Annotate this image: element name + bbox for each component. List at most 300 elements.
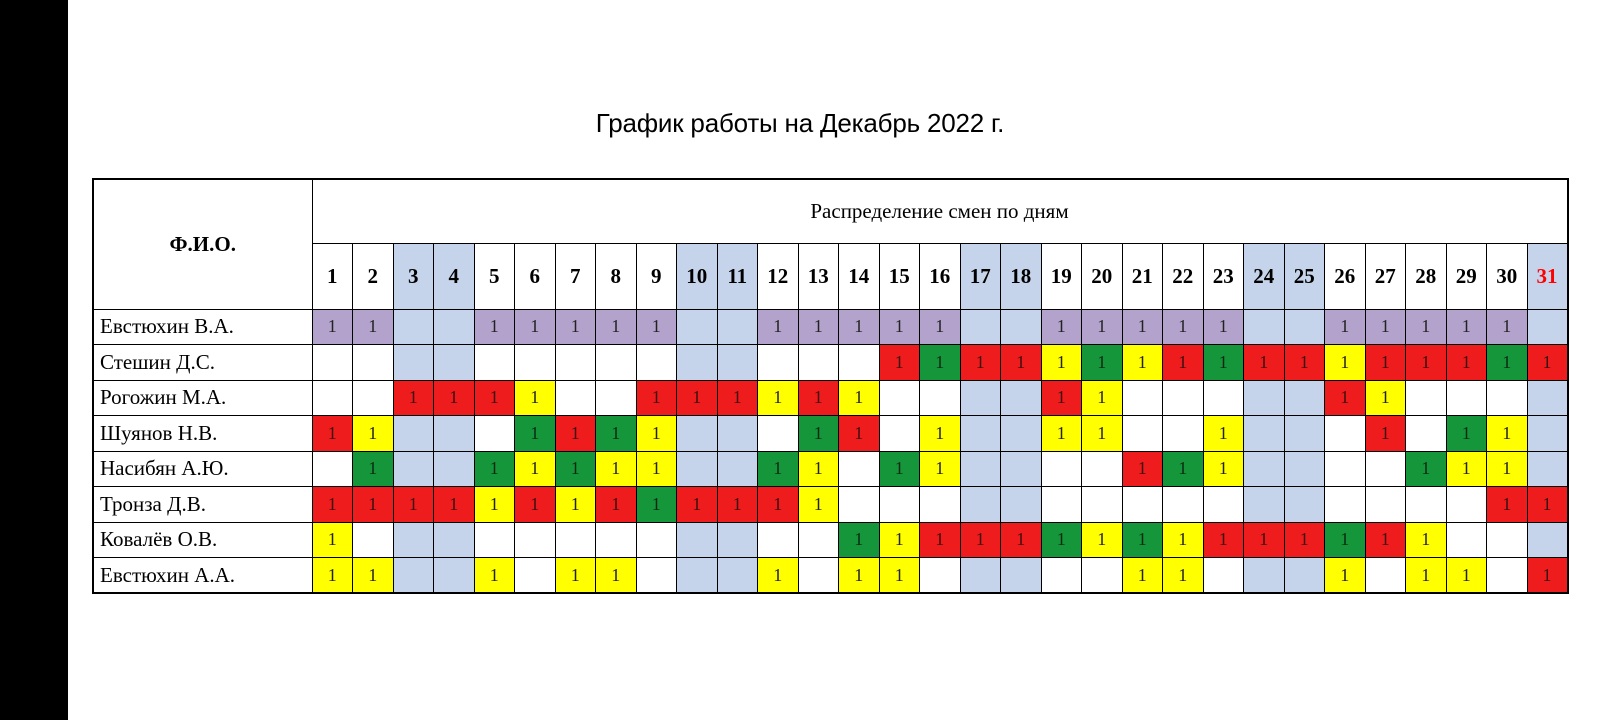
day-header: 1	[312, 243, 353, 309]
shift-cell	[1527, 522, 1568, 558]
shift-cell: 1	[353, 558, 394, 594]
shift-cell: 1	[312, 487, 353, 523]
day-header: 3	[393, 243, 434, 309]
shift-cell: 1	[393, 487, 434, 523]
shift-cell: 1	[515, 380, 556, 416]
shift-cell	[960, 487, 1001, 523]
shift-cell: 1	[839, 380, 880, 416]
shift-cell: 1	[920, 345, 961, 381]
shift-cell	[1244, 416, 1285, 452]
shift-cell	[758, 345, 799, 381]
table-row	[93, 345, 1568, 381]
shift-cell	[1365, 558, 1406, 594]
shift-cell: 1	[1365, 522, 1406, 558]
day-header: 29	[1446, 243, 1487, 309]
day-header: 6	[515, 243, 556, 309]
shift-cell: 1	[1487, 416, 1528, 452]
shift-cell	[839, 451, 880, 487]
shift-cell: 1	[758, 558, 799, 594]
shift-cell	[555, 522, 596, 558]
shift-cell: 1	[758, 309, 799, 345]
shift-cell: 1	[758, 380, 799, 416]
shift-cell: 1	[1122, 309, 1163, 345]
shift-cell	[1527, 309, 1568, 345]
shift-cell: 1	[636, 451, 677, 487]
shift-cell	[312, 345, 353, 381]
shift-cell	[1284, 416, 1325, 452]
shift-cell	[515, 522, 556, 558]
shift-cell	[474, 522, 515, 558]
shift-cell	[1406, 487, 1447, 523]
days-header-row	[93, 243, 1568, 309]
shift-cell	[717, 522, 758, 558]
shift-cell: 1	[839, 309, 880, 345]
shift-cell	[798, 558, 839, 594]
shift-cell: 1	[1446, 558, 1487, 594]
shift-cell: 1	[1203, 416, 1244, 452]
shift-cell: 1	[1406, 451, 1447, 487]
shift-cell	[677, 451, 718, 487]
day-header: 10	[677, 243, 718, 309]
shift-cell: 1	[1163, 558, 1204, 594]
shift-cell: 1	[879, 451, 920, 487]
shift-cell	[1487, 522, 1528, 558]
shift-cell	[1001, 309, 1042, 345]
shift-cell	[1203, 487, 1244, 523]
shift-cell	[393, 416, 434, 452]
shift-cell: 1	[312, 309, 353, 345]
shift-cell	[1244, 451, 1285, 487]
shift-cell	[879, 487, 920, 523]
day-header: 28	[1406, 243, 1447, 309]
shift-cell: 1	[1284, 345, 1325, 381]
table-row	[93, 451, 1568, 487]
shift-cell	[312, 380, 353, 416]
shift-cell	[1284, 309, 1325, 345]
shift-cell: 1	[596, 451, 637, 487]
fio-column-header: Ф.И.О.	[93, 179, 312, 309]
day-header: 17	[960, 243, 1001, 309]
shift-cell	[1001, 558, 1042, 594]
employee-name: Ковалёв О.В.	[93, 522, 312, 558]
day-header: 12	[758, 243, 799, 309]
shift-cell: 1	[677, 380, 718, 416]
shift-cell	[353, 522, 394, 558]
shift-cell: 1	[920, 451, 961, 487]
day-header: 20	[1082, 243, 1123, 309]
shift-cell	[1203, 380, 1244, 416]
shift-cell	[879, 416, 920, 452]
shift-cell	[920, 380, 961, 416]
shift-cell	[839, 487, 880, 523]
employee-name: Стешин Д.С.	[93, 345, 312, 381]
shift-cell	[393, 345, 434, 381]
shift-cell	[393, 451, 434, 487]
shift-cell: 1	[798, 487, 839, 523]
day-header: 22	[1163, 243, 1204, 309]
shift-cell: 1	[1041, 416, 1082, 452]
shift-cell: 1	[1041, 309, 1082, 345]
shift-cell: 1	[1203, 345, 1244, 381]
shift-cell: 1	[1001, 345, 1042, 381]
shift-cell	[1325, 451, 1366, 487]
shift-cell	[1122, 487, 1163, 523]
shift-cell: 1	[312, 522, 353, 558]
day-header: 5	[474, 243, 515, 309]
shift-cell: 1	[1041, 380, 1082, 416]
shift-cell	[1203, 558, 1244, 594]
shift-cell: 1	[1527, 345, 1568, 381]
shift-cell	[636, 345, 677, 381]
shift-cell: 1	[1446, 345, 1487, 381]
shift-cell: 1	[353, 309, 394, 345]
shift-cell: 1	[555, 416, 596, 452]
shift-cell: 1	[839, 416, 880, 452]
shift-cell	[434, 558, 475, 594]
shift-cell: 1	[555, 487, 596, 523]
shift-cell: 1	[1163, 309, 1204, 345]
shift-cell: 1	[1082, 416, 1123, 452]
shift-cell	[1284, 451, 1325, 487]
shift-cell: 1	[1446, 416, 1487, 452]
shift-cell: 1	[1325, 522, 1366, 558]
day-header: 19	[1041, 243, 1082, 309]
shift-cell: 1	[474, 309, 515, 345]
shift-cell	[717, 345, 758, 381]
day-header: 7	[555, 243, 596, 309]
employee-name: Евстюхин А.А.	[93, 558, 312, 594]
shift-cell	[677, 345, 718, 381]
shift-cell	[1365, 451, 1406, 487]
shift-cell: 1	[1122, 522, 1163, 558]
shift-cell	[393, 558, 434, 594]
shift-cell: 1	[1487, 309, 1528, 345]
shift-cell	[960, 380, 1001, 416]
shift-cell: 1	[1446, 451, 1487, 487]
employee-name: Рогожин М.А.	[93, 380, 312, 416]
shift-cell	[1001, 451, 1042, 487]
shift-cell: 1	[596, 558, 637, 594]
shift-cell: 1	[1203, 451, 1244, 487]
shift-cell: 1	[1082, 522, 1123, 558]
shift-cell: 1	[1325, 345, 1366, 381]
day-header: 9	[636, 243, 677, 309]
employee-name: Евстюхин В.А.	[93, 309, 312, 345]
shift-cell: 1	[353, 451, 394, 487]
shift-cell: 1	[434, 380, 475, 416]
shift-cell: 1	[1041, 345, 1082, 381]
shift-cell: 1	[1284, 522, 1325, 558]
shift-cell: 1	[1325, 309, 1366, 345]
shift-cell: 1	[1163, 522, 1204, 558]
day-header: 11	[717, 243, 758, 309]
shift-cell: 1	[1163, 345, 1204, 381]
shift-cell	[1487, 380, 1528, 416]
shift-cell: 1	[717, 487, 758, 523]
shift-cell	[555, 345, 596, 381]
day-header: 15	[879, 243, 920, 309]
shift-cell: 1	[717, 380, 758, 416]
shift-cell	[1527, 451, 1568, 487]
shift-cell	[1284, 380, 1325, 416]
day-header: 23	[1203, 243, 1244, 309]
day-header: 2	[353, 243, 394, 309]
shift-cell	[1406, 416, 1447, 452]
shift-cell: 1	[555, 558, 596, 594]
shift-cell	[1244, 380, 1285, 416]
shift-cell	[1122, 416, 1163, 452]
shift-cell	[920, 487, 961, 523]
shift-cell	[596, 522, 637, 558]
shift-cell: 1	[1041, 522, 1082, 558]
shift-cell	[312, 451, 353, 487]
shift-cell	[798, 522, 839, 558]
shift-cell: 1	[798, 309, 839, 345]
schedule-table	[92, 178, 1569, 594]
shift-cell: 1	[555, 309, 596, 345]
shift-cell	[1082, 487, 1123, 523]
shift-cell	[434, 345, 475, 381]
shift-cell: 1	[474, 451, 515, 487]
shift-cell	[353, 345, 394, 381]
shift-cell	[1527, 380, 1568, 416]
shift-cell: 1	[1001, 522, 1042, 558]
shift-cell: 1	[1406, 558, 1447, 594]
shift-cell	[434, 522, 475, 558]
employee-name: Тронза Д.В.	[93, 487, 312, 523]
shift-cell: 1	[1244, 345, 1285, 381]
shift-cell	[677, 309, 718, 345]
shift-cell: 1	[798, 451, 839, 487]
table-row	[93, 487, 1568, 523]
day-header: 16	[920, 243, 961, 309]
shift-cell: 1	[879, 345, 920, 381]
shift-cell	[1041, 451, 1082, 487]
shift-cell: 1	[393, 380, 434, 416]
shift-cell	[515, 558, 556, 594]
table-row	[93, 309, 1568, 345]
shift-cell	[434, 416, 475, 452]
shift-cell: 1	[798, 380, 839, 416]
shift-cell: 1	[758, 451, 799, 487]
shift-cell: 1	[960, 345, 1001, 381]
shift-cell	[879, 380, 920, 416]
shift-cell: 1	[798, 416, 839, 452]
day-header: 4	[434, 243, 475, 309]
shift-cell: 1	[434, 487, 475, 523]
shift-cell: 1	[515, 309, 556, 345]
shift-cell: 1	[515, 451, 556, 487]
shift-cell: 1	[879, 309, 920, 345]
shift-cell	[920, 558, 961, 594]
shift-cell: 1	[879, 522, 920, 558]
shift-cell	[636, 558, 677, 594]
shift-cell: 1	[1446, 309, 1487, 345]
schedule-body	[93, 309, 1568, 593]
shift-cell: 1	[1082, 380, 1123, 416]
shift-cell: 1	[1365, 345, 1406, 381]
shift-cell	[717, 309, 758, 345]
shift-cell	[1082, 558, 1123, 594]
shift-cell: 1	[1406, 309, 1447, 345]
shift-cell	[1001, 487, 1042, 523]
shift-cell	[677, 522, 718, 558]
shift-cell	[1244, 487, 1285, 523]
shift-cell	[1325, 487, 1366, 523]
day-header: 24	[1244, 243, 1285, 309]
shift-cell: 1	[636, 416, 677, 452]
shift-cell	[677, 558, 718, 594]
shift-cell: 1	[474, 558, 515, 594]
shift-cell	[960, 558, 1001, 594]
shift-cell: 1	[1527, 558, 1568, 594]
shift-cell: 1	[1487, 451, 1528, 487]
shift-cell	[1284, 487, 1325, 523]
shift-cell: 1	[555, 451, 596, 487]
shift-cell: 1	[474, 380, 515, 416]
shift-cell	[1244, 309, 1285, 345]
shift-cell	[717, 558, 758, 594]
shift-cell	[758, 416, 799, 452]
shift-cell: 1	[515, 416, 556, 452]
shift-cell	[434, 451, 475, 487]
shift-cell: 1	[920, 416, 961, 452]
shift-cell: 1	[1163, 451, 1204, 487]
shift-cell: 1	[1082, 345, 1123, 381]
employee-name: Шуянов Н.В.	[93, 416, 312, 452]
day-header: 21	[1122, 243, 1163, 309]
shift-cell	[1325, 416, 1366, 452]
shift-cell: 1	[1406, 345, 1447, 381]
shift-cell: 1	[353, 487, 394, 523]
shift-cell: 1	[636, 309, 677, 345]
shift-cell	[636, 522, 677, 558]
day-header: 30	[1487, 243, 1528, 309]
shift-cell: 1	[758, 487, 799, 523]
shift-cell: 1	[1487, 345, 1528, 381]
shift-cell	[1001, 380, 1042, 416]
shift-cell: 1	[1325, 380, 1366, 416]
shift-cell: 1	[1406, 522, 1447, 558]
shift-cell	[758, 522, 799, 558]
shift-cell: 1	[596, 309, 637, 345]
shift-cell: 1	[1122, 451, 1163, 487]
shift-cell: 1	[474, 487, 515, 523]
shift-cell: 1	[636, 380, 677, 416]
shift-cell: 1	[1122, 558, 1163, 594]
shift-cell	[717, 416, 758, 452]
header-row-top	[93, 179, 1568, 243]
table-row	[93, 522, 1568, 558]
shift-cell	[596, 380, 637, 416]
shift-cell	[677, 416, 718, 452]
shift-cell	[1041, 558, 1082, 594]
shift-cell	[393, 309, 434, 345]
shift-cell	[960, 451, 1001, 487]
shift-cell	[1001, 416, 1042, 452]
shift-cell: 1	[1203, 309, 1244, 345]
shift-cell: 1	[879, 558, 920, 594]
shift-cell: 1	[677, 487, 718, 523]
day-header: 18	[1001, 243, 1042, 309]
shift-cell: 1	[839, 522, 880, 558]
day-header: 31	[1527, 243, 1568, 309]
shift-cell	[1122, 380, 1163, 416]
shift-cell	[353, 380, 394, 416]
employee-name: Насибян А.Ю.	[93, 451, 312, 487]
shift-cell: 1	[1122, 345, 1163, 381]
shift-cell: 1	[839, 558, 880, 594]
shift-cell: 1	[1365, 380, 1406, 416]
shift-cell: 1	[1527, 487, 1568, 523]
shift-cell	[393, 522, 434, 558]
shift-cell: 1	[312, 416, 353, 452]
shift-cell	[515, 345, 556, 381]
shift-cell	[960, 309, 1001, 345]
shift-cell	[474, 345, 515, 381]
day-header: 14	[839, 243, 880, 309]
shift-cell	[1446, 487, 1487, 523]
shift-cell: 1	[1365, 416, 1406, 452]
shift-cell: 1	[515, 487, 556, 523]
shift-cell: 1	[1244, 522, 1285, 558]
shift-cell	[1406, 380, 1447, 416]
shift-cell	[1446, 522, 1487, 558]
day-header: 26	[1325, 243, 1366, 309]
shift-cell	[1487, 558, 1528, 594]
shift-cell: 1	[596, 416, 637, 452]
shift-cell	[1041, 487, 1082, 523]
shift-cell	[474, 416, 515, 452]
shift-cell	[717, 451, 758, 487]
shift-cell: 1	[920, 309, 961, 345]
shift-cell	[960, 416, 1001, 452]
shift-cell	[1365, 487, 1406, 523]
shift-cell: 1	[1487, 487, 1528, 523]
shift-cell: 1	[596, 487, 637, 523]
shift-cell	[1446, 380, 1487, 416]
shift-cell	[839, 345, 880, 381]
shift-cell: 1	[1325, 558, 1366, 594]
shift-cell: 1	[1365, 309, 1406, 345]
shift-cell	[1163, 487, 1204, 523]
shift-cell	[1163, 380, 1204, 416]
shift-cell: 1	[636, 487, 677, 523]
day-header: 8	[596, 243, 637, 309]
shift-cell	[555, 380, 596, 416]
table-row	[93, 380, 1568, 416]
distribution-header: Распределение смен по дням	[312, 179, 1568, 243]
day-header: 13	[798, 243, 839, 309]
shift-cell	[1082, 451, 1123, 487]
shift-cell	[434, 309, 475, 345]
shift-cell: 1	[920, 522, 961, 558]
shift-cell: 1	[1203, 522, 1244, 558]
shift-cell: 1	[1082, 309, 1123, 345]
shift-cell	[596, 345, 637, 381]
shift-cell	[1163, 416, 1204, 452]
shift-cell: 1	[353, 416, 394, 452]
shift-cell: 1	[312, 558, 353, 594]
shift-cell	[798, 345, 839, 381]
day-header: 25	[1284, 243, 1325, 309]
shift-cell	[1284, 558, 1325, 594]
shift-cell	[1244, 558, 1285, 594]
day-header: 27	[1365, 243, 1406, 309]
shift-cell: 1	[960, 522, 1001, 558]
page-title: График работы на Декабрь 2022 г.	[595, 108, 1005, 138]
shift-cell	[1527, 416, 1568, 452]
